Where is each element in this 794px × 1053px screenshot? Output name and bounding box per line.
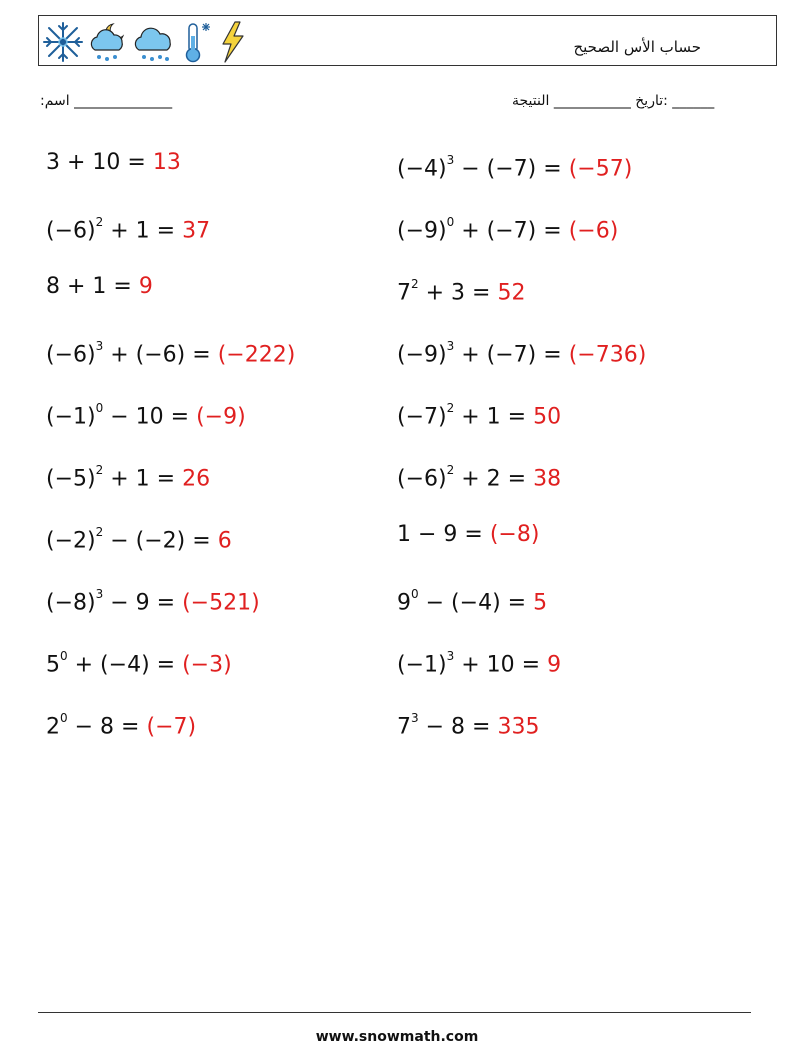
problem-exponent: 3 [411, 711, 419, 725]
problem-left-2 [46, 212, 210, 244]
problem-operation: + 1 = [103, 466, 183, 492]
problem-right-3 [397, 274, 525, 306]
problem-exponent: 0 [60, 711, 68, 725]
weather-icons [41, 19, 249, 65]
problem-exponent: 2 [95, 215, 104, 229]
problem-base: 2 [46, 714, 60, 740]
problem-expression: 3 + 10 = [46, 150, 153, 175]
problem-answer: (−736) [568, 342, 647, 368]
problem-left-7 [46, 522, 232, 554]
problem-operation: − (−7) = [454, 156, 569, 182]
problem-exponent: 3 [446, 649, 455, 663]
problem-left-10 [46, 708, 196, 740]
worksheet-header [38, 15, 777, 66]
problem-operation: + 1 = [454, 404, 534, 430]
problem-exponent: 0 [95, 401, 104, 415]
problem-answer: (−8) [489, 522, 540, 547]
problem-exponent: 0 [411, 587, 419, 601]
problem-exponent: 2 [95, 463, 104, 477]
problem-right-2 [397, 212, 618, 244]
problem-right-6 [397, 460, 561, 492]
date-score-field-label: ______ :تاريخ ___________ النتيجة [512, 93, 715, 109]
problem-operation: + (−7) = [454, 218, 569, 244]
problem-base: (−1) [46, 404, 96, 430]
problem-answer: (−9) [196, 404, 246, 430]
problem-exponent: 2 [446, 401, 455, 415]
rain-cloud-moon-icon [87, 20, 131, 64]
problem-left-5 [46, 398, 246, 430]
problem-answer: 9 [138, 274, 153, 299]
problem-answer: (−3) [182, 652, 232, 678]
problem-answer: 52 [497, 280, 526, 306]
problem-base: (−5) [46, 466, 96, 492]
problem-answer: 26 [182, 466, 211, 492]
footer-site: www.snowmath.com [315, 1029, 479, 1045]
problem-base: 9 [397, 590, 411, 616]
problem-operation: − 10 = [103, 404, 197, 430]
problem-base: (−2) [46, 528, 96, 554]
problem-exponent: 2 [95, 525, 104, 539]
problem-left-8 [46, 584, 260, 616]
problem-right-1 [397, 150, 632, 182]
problem-exponent: 0 [60, 649, 68, 663]
problem-exponent: 3 [446, 153, 455, 167]
lightning-icon [215, 20, 249, 64]
problem-base: 5 [46, 652, 60, 678]
problem-exponent: 2 [446, 463, 455, 477]
name-field-label: :اسم ______________ [40, 93, 173, 109]
problem-operation: + 10 = [454, 652, 548, 678]
rain-cloud-icon [133, 20, 177, 64]
problem-operation: + (−7) = [454, 342, 569, 368]
problem-operation: + 3 = [418, 280, 498, 306]
problem-operation: + 1 = [103, 218, 183, 244]
problem-exponent: 3 [95, 587, 104, 601]
problem-operation: − 8 = [67, 714, 147, 740]
problem-operation: − 9 = [103, 590, 183, 616]
problem-operation: + 2 = [454, 466, 534, 492]
problem-answer: 37 [182, 218, 211, 244]
problem-exponent: 3 [446, 339, 455, 353]
problem-operation: + (−4) = [67, 652, 183, 678]
problem-answer: 335 [497, 714, 540, 740]
problem-base: 7 [397, 714, 411, 740]
problem-answer: 13 [152, 150, 181, 175]
problem-right-7 [397, 522, 539, 548]
problem-right-4 [397, 336, 646, 368]
problem-left-9 [46, 646, 232, 678]
problem-right-10 [397, 708, 539, 740]
problem-answer: (−7) [146, 714, 197, 740]
problem-answer: (−57) [568, 156, 633, 182]
problem-expression: 8 + 1 = [46, 274, 139, 299]
problem-base: (−4) [397, 156, 447, 182]
problem-answer: 38 [533, 466, 562, 492]
problem-answer: 5 [533, 590, 548, 616]
problem-answer: 9 [547, 652, 562, 678]
problem-right-5 [397, 398, 561, 430]
problem-base: (−8) [46, 590, 96, 616]
problem-operation: − (−2) = [103, 528, 218, 554]
problem-left-6 [46, 460, 210, 492]
problem-base: (−6) [46, 218, 96, 244]
problem-answer: 6 [217, 528, 232, 554]
problem-answer: 50 [533, 404, 562, 430]
problem-operation: − 8 = [418, 714, 498, 740]
problem-answer: (−222) [217, 342, 296, 368]
footer-divider [38, 1012, 751, 1013]
problem-right-9 [397, 646, 561, 678]
problem-answer: (−521) [182, 590, 260, 616]
problem-left-1 [46, 150, 181, 176]
problem-base: (−7) [397, 404, 447, 430]
problem-operation: + (−6) = [103, 342, 218, 368]
problem-right-8 [397, 584, 547, 616]
problem-base: 7 [397, 280, 411, 306]
problem-expression: 1 − 9 = [397, 522, 490, 547]
problem-left-4 [46, 336, 295, 368]
snowflake-icon [41, 20, 85, 64]
problem-base: (−9) [397, 342, 447, 368]
problem-exponent: 0 [446, 215, 455, 229]
problem-operation: − (−4) = [418, 590, 534, 616]
problem-exponent: 2 [411, 277, 419, 291]
thermometer-icon [179, 20, 213, 64]
problem-answer: (−6) [568, 218, 619, 244]
problem-left-3 [46, 274, 153, 300]
problem-base: (−6) [397, 466, 447, 492]
problem-base: (−6) [46, 342, 96, 368]
problem-base: (−9) [397, 218, 447, 244]
problem-exponent: 3 [95, 339, 104, 353]
worksheet-title: حساب الأس الصحيح [573, 38, 701, 56]
problem-base: (−1) [397, 652, 447, 678]
